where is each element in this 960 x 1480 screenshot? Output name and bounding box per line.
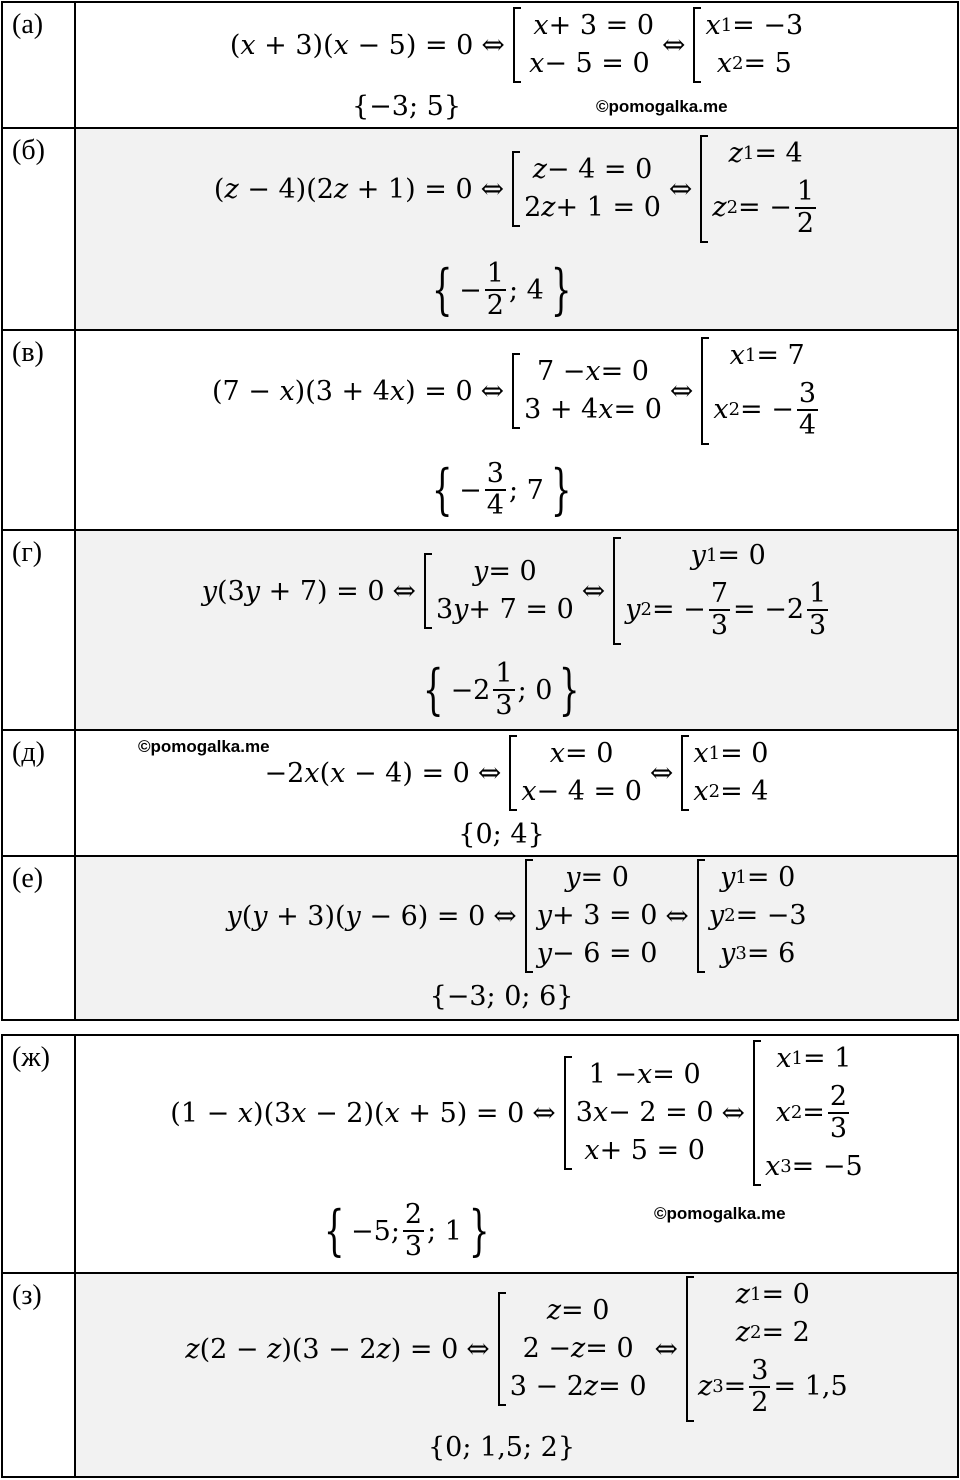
row-z — [3, 1274, 957, 1476]
equation: y(3y + 7) = 0 ⇔ y = 0 3 y + 7 = 0 ⇔ y 1 = 0 y 2 = − $\frac{7}{3}$ = −2 $\frac{1}{3}$ — [76, 533, 957, 649]
row-content — [76, 3, 957, 127]
answer-set: { − $\frac{1}{2}$ ; 4 } — [431, 258, 572, 321]
row-d — [3, 731, 957, 857]
watermark: ©pomogalka.me — [654, 1204, 786, 1223]
equation: (7 − x)(3 + 4x) = 0 ⇔ 7 − x = 0 3 + 4 x = 0 ⇔ x 1 = 7 x 2 = − $\frac{3}{4}$ — [76, 333, 957, 449]
row-g — [3, 531, 957, 731]
row-label: (в) — [3, 331, 76, 529]
row-label: (з) — [3, 1274, 76, 1476]
row-b — [3, 129, 957, 331]
row-content — [76, 331, 957, 529]
row-label: (ж) — [3, 1036, 76, 1272]
equation: y(y + 3)(y − 6) = 0 ⇔ y = 0 y + 3 = 0 y − 6 = 0 ⇔ y 1 = 0 y 2 = −3 y 3 = 6 — [76, 857, 957, 975]
row-content — [76, 1274, 957, 1476]
answer-set: {−3; 5} — [351, 90, 461, 122]
row-content — [76, 1036, 957, 1272]
row-content — [76, 531, 957, 729]
answer-set: { − $\frac{3}{4}$ ; 7 } — [431, 458, 572, 521]
equation: (z − 4)(2z + 1) = 0 ⇔ z − 4 = 0 2 z + 1 = 0 ⇔ z 1 = 4 z 2 = − $\frac{1}{2}$ — [76, 131, 957, 247]
row-e — [3, 857, 957, 1019]
watermark: ©pomogalka.me — [138, 737, 270, 756]
answer-set: {0; 1,5; 2} — [427, 1431, 575, 1463]
row-label: (а) — [3, 3, 76, 127]
equation: (x + 3)(x − 5) = 0 ⇔ x + 3 = 0 x − 5 = 0 ⇔ x 1 = −3 x 2 = 5 — [76, 7, 957, 83]
answer-set: { −2 $\frac{1}{3}$ ; 0 } — [423, 658, 580, 721]
row-label: (б) — [3, 129, 76, 329]
equation: −2x(x − 4) = 0 ⇔ x = 0 x − 4 = 0 ⇔ x 1 = 0 x 2 = 4 — [76, 733, 957, 813]
answer-set: {0; 4} — [458, 818, 545, 850]
row-a — [3, 3, 957, 129]
solutions-table-2 — [1, 1034, 959, 1478]
row-zh — [3, 1036, 957, 1274]
row-content — [76, 731, 957, 855]
row-label: (е) — [3, 857, 76, 1019]
row-content — [76, 857, 957, 1019]
row-v — [3, 331, 957, 531]
row-label: (г) — [3, 531, 76, 729]
answer-set: { −5; $\frac{2}{3}$ ; 1 } — [323, 1199, 490, 1262]
solutions-table-1 — [1, 1, 959, 1021]
row-content — [76, 129, 957, 329]
equation: z(2 − z)(3 − 2z) = 0 ⇔ z = 0 2 − z = 0 3 − 2 z = 0 ⇔ z 1 = 0 z 2 = 2 z 3 = $\frac{3}{2}$ = 1,5 — [76, 1274, 957, 1424]
equation: (1 − x)(3x − 2)(x + 5) = 0 ⇔ 1 − x = 0 3 x − 2 = 0 x + 5 = 0 ⇔ x 1 = 1 x 2 = $\frac{2}{3}$ x 3 = −5 — [76, 1038, 957, 1188]
row-label: (д) — [3, 731, 76, 855]
answer-set: {−3; 0; 6} — [429, 980, 574, 1012]
watermark: ©pomogalka.me — [596, 97, 728, 116]
